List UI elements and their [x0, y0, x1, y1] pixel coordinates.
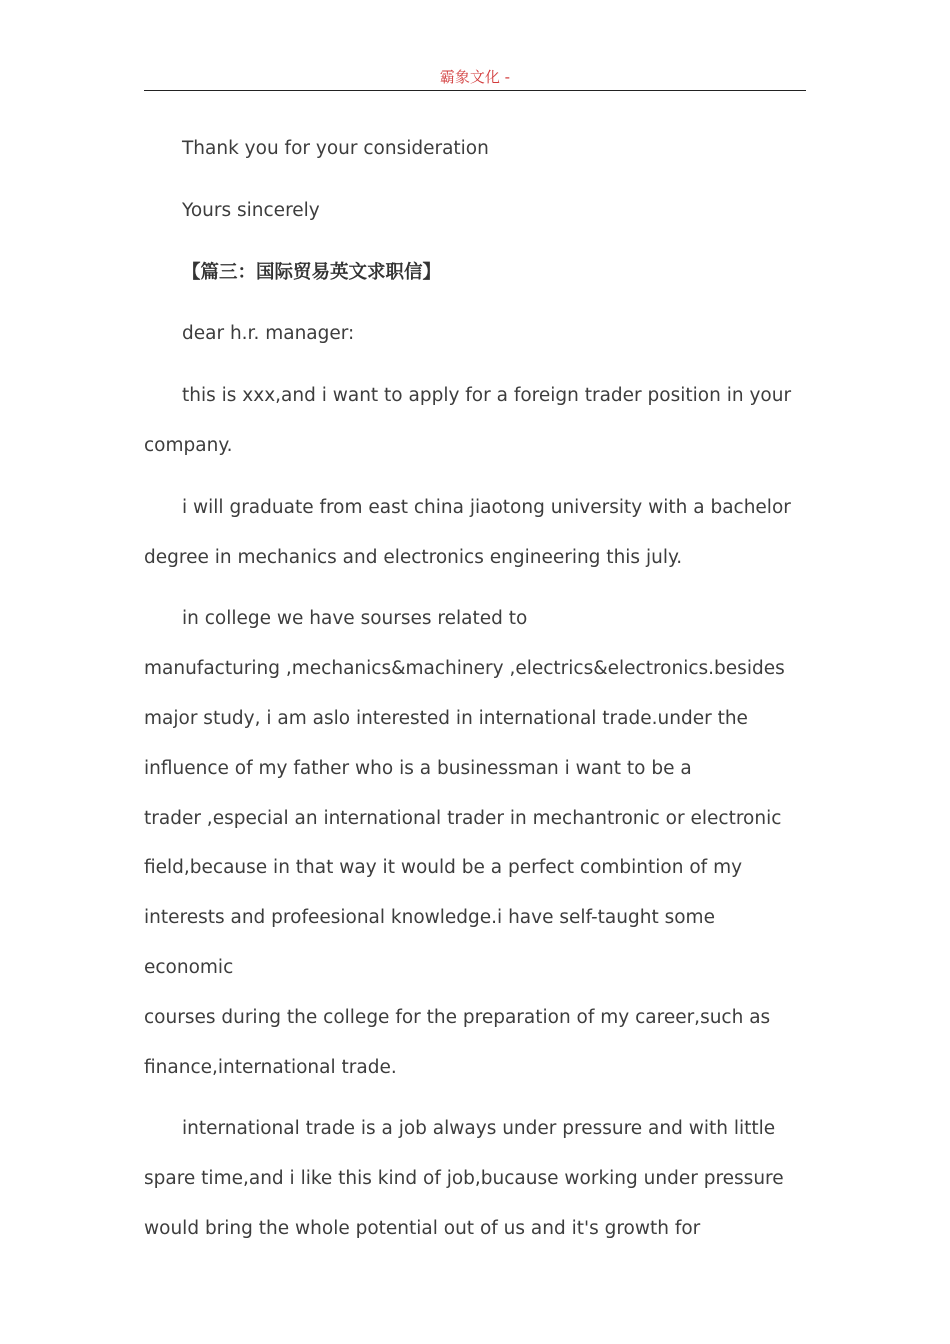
text-line: 【篇三：国际贸易英文求职信】	[182, 261, 442, 283]
paragraph-closing-signoff	[144, 186, 806, 236]
paragraph-education	[144, 483, 806, 583]
paragraph-pressure	[144, 1104, 806, 1253]
paragraph-courses	[144, 594, 806, 1092]
text-line: would bring the whole potential out of us and it's growth for	[144, 1217, 701, 1239]
text-line: dear h.r. manager:	[182, 323, 355, 345]
text-line: i will graduate from east china jiaotong university with a bachelor	[182, 496, 791, 518]
paragraph-intro	[144, 371, 806, 471]
text-line: spare time,and i like this kind of job,bucause working under pressure	[144, 1168, 784, 1190]
text-line: this is xxx,and i want to apply for a foreign trader position in your	[182, 385, 792, 407]
text-line: interests and profeesional knowledge.i have self-taught some economic	[144, 907, 715, 978]
text-line: trader ,especial an international trader in mechantronic or electronic	[144, 807, 782, 829]
text-line: manufacturing ,mechanics&machinery ,electrics&electronics.besides	[144, 658, 785, 680]
text-line: courses during the college for the preparation of my career,such as	[144, 1006, 771, 1028]
section-heading	[144, 248, 806, 298]
text-line: influence of my father who is a businessman i want to be a	[144, 757, 692, 779]
text-line: degree in mechanics and electronics engineering this july.	[144, 546, 683, 568]
document-body	[144, 124, 806, 1266]
text-line: international trade is a job always under pressure and with little	[182, 1118, 776, 1140]
text-line: Thank you for your consideration	[182, 138, 489, 159]
text-line: field,because in that way it would be a perfect combintion of my	[144, 857, 743, 879]
header-title: 霸象文化 -	[439, 68, 511, 86]
text-line: finance,international trade.	[144, 1056, 397, 1078]
text-line: Yours sincerely	[182, 199, 320, 221]
page-header	[144, 66, 806, 91]
paragraph-closing-thanks	[144, 124, 806, 174]
text-line: company.	[144, 434, 233, 456]
text-line: in college we have sourses related to	[182, 608, 528, 630]
text-line: major study, i am aslo interested in international trade.under the	[144, 707, 748, 729]
paragraph-salutation	[144, 309, 806, 359]
